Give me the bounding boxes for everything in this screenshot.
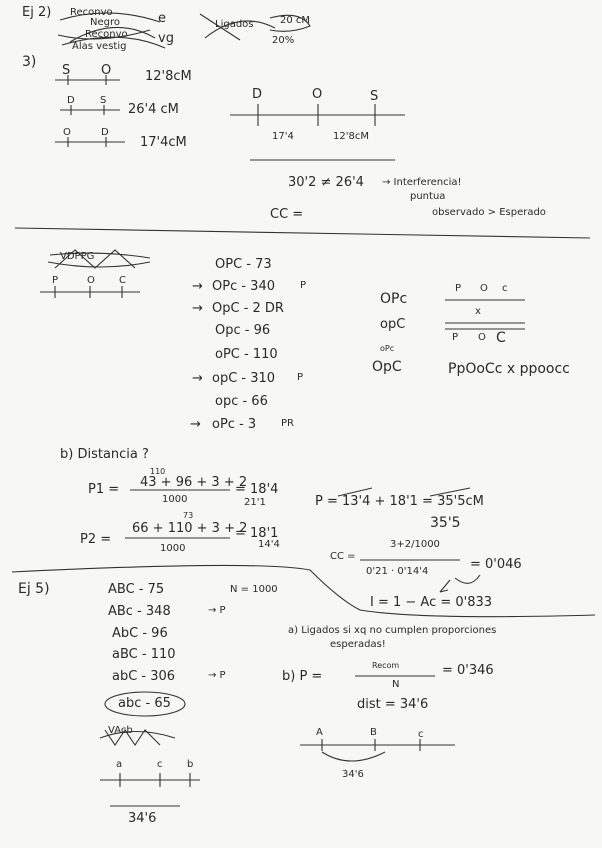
ex5-answer-b-value: = 0'346 bbox=[442, 663, 494, 678]
ex4-p2-label: P2 = bbox=[80, 532, 112, 547]
ex4-cross-top-o: O bbox=[480, 283, 488, 294]
ex4-class-row: oPc - 3 bbox=[212, 417, 257, 432]
header-crossed-ligados: Ligados bbox=[215, 19, 254, 30]
ex3-map-dist-2: 12'8cM bbox=[333, 131, 369, 142]
ex4-order-gene-o: O bbox=[87, 275, 95, 286]
ex4-cc-value: = 0'046 bbox=[470, 557, 522, 572]
ex5-class-row: ABc - 348 bbox=[108, 604, 171, 619]
ex3-pair1-dist: 12'8cM bbox=[145, 69, 192, 84]
ex5-class-row: abc - 65 bbox=[118, 696, 171, 711]
ex3-observed: observado > Esperado bbox=[432, 207, 546, 218]
ex3-pair2-gene2: S bbox=[100, 95, 107, 106]
ex4-cross-x: x bbox=[475, 306, 481, 317]
ex4-p2-result2: 14'4 bbox=[258, 539, 280, 550]
ex4-scribble: VDPPG bbox=[60, 251, 95, 262]
ex4-class-arrow: → bbox=[192, 301, 203, 316]
ex4-doublerec-2: OpC bbox=[372, 359, 402, 375]
ex5-total-n: N = 1000 bbox=[230, 584, 278, 595]
ex4-p2-numerator: 66 + 110 + 3 + 2 bbox=[132, 521, 248, 536]
ex5-class-mark: → P bbox=[208, 670, 226, 681]
ex5-class-row: AbC - 96 bbox=[112, 626, 168, 641]
ex4-distance-question: b) Distancia ? bbox=[60, 447, 149, 462]
header-arrow-vg: vg bbox=[158, 31, 174, 46]
ex3-pair3-dist: 17'4cM bbox=[140, 135, 187, 150]
ex3-interference: → Interferencia! bbox=[382, 177, 462, 188]
ex5-map-gene-a: a bbox=[116, 759, 123, 770]
ex5-map-gene-c: c bbox=[157, 759, 163, 770]
ex4-class-arrow: → bbox=[192, 371, 203, 386]
ex4-class-mark: P bbox=[300, 280, 307, 291]
ex4-p1-denominator: 1000 bbox=[162, 494, 188, 505]
ex5-map2-gene-b: B bbox=[370, 727, 377, 738]
ex3-pair3-gene2: D bbox=[101, 127, 109, 138]
ex3-pair2-gene1: D bbox=[67, 95, 75, 106]
ex4-p-sum: P = 13'4 + 18'1 = 35'5cM bbox=[315, 494, 484, 509]
ex5-map2-gene-a: A bbox=[316, 727, 323, 738]
header-crossed-2: Negro bbox=[90, 17, 120, 28]
ex4-interference-eq: I = 1 − Ac = 0'833 bbox=[370, 595, 493, 610]
header-arrow-e: e bbox=[158, 11, 166, 26]
ex4-parental-1: OPc bbox=[380, 291, 408, 307]
section-divider-2 bbox=[12, 565, 595, 619]
ex4-order-gene-p: P bbox=[52, 275, 59, 286]
ex5-class-row: aBC - 110 bbox=[112, 647, 176, 662]
ex3-pair3-gene1: O bbox=[63, 127, 71, 138]
ex3-pair1-gene2: O bbox=[101, 63, 112, 78]
ex3-pair1-gene1: S bbox=[62, 63, 71, 78]
ex4-class-arrow: → bbox=[192, 279, 203, 294]
ex4-p1-over: 110 bbox=[150, 467, 166, 476]
ex5-map-gene-b: b bbox=[187, 759, 194, 770]
ex4-cross-bottom-o: O bbox=[478, 332, 486, 343]
ex4-cross-bottom-p: P bbox=[452, 332, 459, 343]
section-divider bbox=[15, 228, 590, 238]
ex4-p1-result2: 21'1 bbox=[244, 497, 266, 508]
ex4-parental-2: opC bbox=[380, 317, 406, 332]
header-crossed-1: Reconvo bbox=[70, 7, 113, 18]
ex5-scribble: VAcb bbox=[108, 725, 133, 736]
ex5-map-dist: 34'6 bbox=[128, 811, 157, 826]
ex5-answer-b-label: b) P = bbox=[282, 669, 323, 684]
ex4-p2-denominator: 1000 bbox=[160, 543, 186, 554]
ex5-answer-b-numerator: Recom bbox=[372, 661, 400, 670]
ex5-answer-b-denominator: N bbox=[392, 679, 400, 690]
ex4-class-row: opc - 66 bbox=[215, 394, 268, 409]
ex3-cc: CC = bbox=[270, 207, 304, 222]
ex4-class-row: Opc - 96 bbox=[215, 323, 271, 338]
ex4-genotype: PpOoCc x ppoocc bbox=[448, 361, 570, 377]
exercise-2-label: Ej 2) bbox=[22, 5, 52, 20]
header-crossed-4: Alas vestig bbox=[72, 41, 127, 52]
ex4-class-row: oPC - 110 bbox=[215, 347, 278, 362]
ex4-cross-top-p: P bbox=[455, 283, 462, 294]
ex4-class-row: OPC - 73 bbox=[215, 257, 272, 272]
ex4-class-arrow: → bbox=[190, 417, 201, 432]
ex4-class-row: opC - 310 bbox=[212, 371, 276, 386]
ex4-p1-label: P1 = bbox=[88, 482, 120, 497]
ex5-distance: dist = 34'6 bbox=[357, 697, 429, 712]
header-crossed-20pct: 20% bbox=[272, 35, 295, 46]
ex5-class-mark: → P bbox=[208, 605, 226, 616]
ex3-pair2-dist: 26'4 cM bbox=[128, 102, 179, 117]
ex4-p2-result: = 18'1 bbox=[235, 526, 279, 541]
ex4-class-row: OPc - 340 bbox=[212, 279, 275, 294]
ex4-cc-label: CC = bbox=[330, 551, 356, 562]
ex4-p1-result: = 18'4 bbox=[235, 482, 279, 497]
ex4-p-total: 35'5 bbox=[430, 515, 461, 531]
ex3-map-gene-d: D bbox=[252, 87, 263, 102]
exercise-5-label: Ej 5) bbox=[18, 581, 50, 597]
ex5-map2-gene-c: c bbox=[418, 729, 424, 740]
ex4-p2-over: 73 bbox=[183, 511, 194, 520]
ex4-doublerec-1: oPc bbox=[380, 344, 395, 353]
ex4-cross-bottom-c: C bbox=[496, 330, 506, 346]
ex4-cross-top-c: c bbox=[502, 283, 508, 294]
ex5-answer-a2: esperadas! bbox=[330, 639, 386, 650]
ex4-class-mark: P bbox=[297, 372, 304, 383]
ex3-map-gene-s: S bbox=[370, 89, 379, 104]
ex3-interference-note: puntua bbox=[410, 191, 446, 202]
exercise-3-label: 3) bbox=[22, 54, 37, 70]
ex4-order-gene-c: C bbox=[119, 275, 126, 286]
ex4-class-row: OpC - 2 DR bbox=[212, 301, 284, 316]
ex3-map-dist-1: 17'4 bbox=[272, 131, 294, 142]
ex5-answer-a: a) Ligados si xq no cumplen proporciones bbox=[288, 625, 497, 636]
ex4-cc-numerator: 3+2/1000 bbox=[390, 539, 440, 550]
ex4-cc-denominator: 0'21 · 0'14'4 bbox=[366, 566, 429, 577]
ex5-map2-dist: 34'6 bbox=[342, 769, 364, 780]
ex5-class-row: abC - 306 bbox=[112, 669, 176, 684]
ex4-p1-numerator: 43 + 96 + 3 + 2 bbox=[140, 475, 248, 490]
header-crossed-3: Reconvo bbox=[85, 29, 128, 40]
ex3-comparison: 30'2 ≠ 26'4 bbox=[288, 175, 364, 190]
ex5-class-row: ABC - 75 bbox=[108, 582, 165, 597]
ex4-class-mark: PR bbox=[281, 418, 294, 429]
ex3-map-gene-o: O bbox=[312, 87, 323, 102]
header-crossed-20cm: 20 cM bbox=[280, 15, 311, 26]
